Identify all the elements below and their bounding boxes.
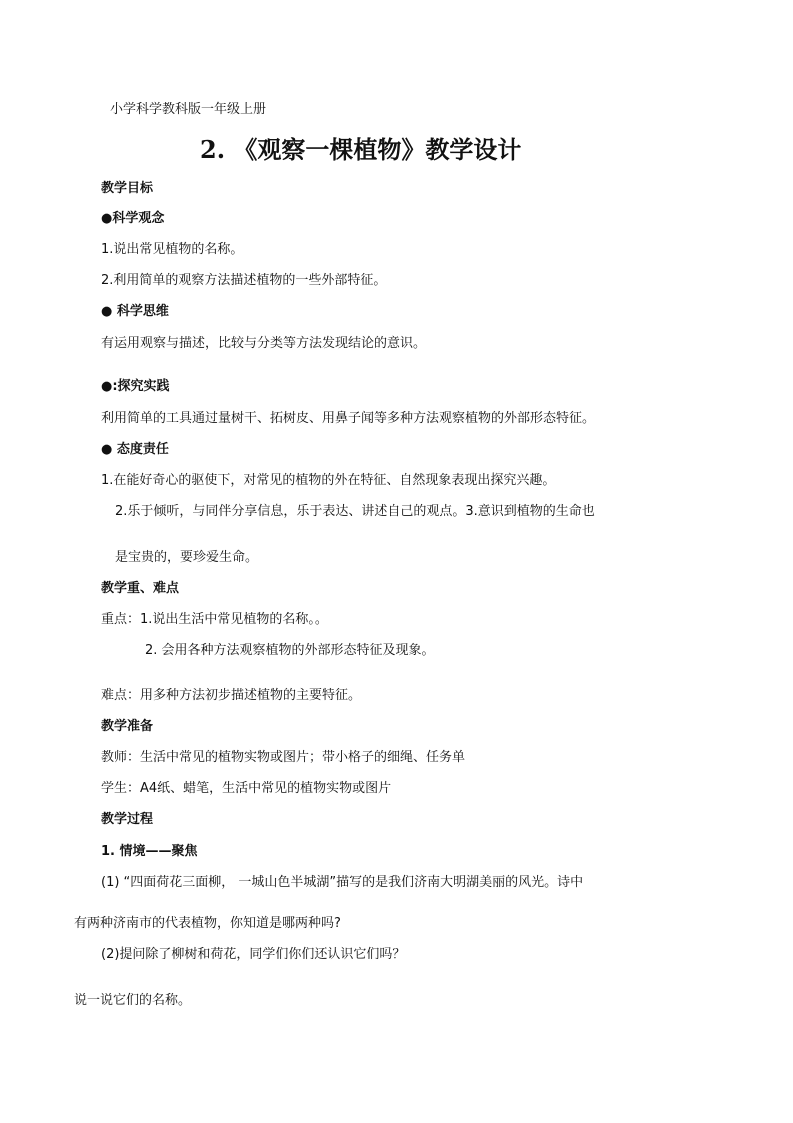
step-1-para-b-line-2: 说一说它们的名称。 <box>74 993 192 1008</box>
concept-item-1: 1.说出常见植物的名称。 <box>101 242 244 257</box>
attitude-item-1: 1.在能好奇心的驱使下，对常见的植物的外在特征、自然现象表现出探究兴趣。 <box>101 473 556 488</box>
prep-teacher: 教师：生活中常见的植物实物或图片；带小格子的细绳、任务单 <box>101 750 466 765</box>
section-heading-prep: 教学准备 <box>101 719 154 734</box>
step-1-para-a-line-1: (1) “四面荷花三面柳， 一城山色半城湖”描写的是我们济南大明湖美丽的风光。诗中 <box>101 875 584 890</box>
attitude-item-2: 2.乐于倾听，与同伴分享信息，乐于表达、讲述自己的观点。3.意识到植物的生命也 <box>115 504 595 519</box>
section-heading-process: 教学过程 <box>101 812 154 827</box>
document-header: 小学科学教科版一年级上册 <box>110 102 267 117</box>
step-1-para-b-line-1: (2)提问除了柳树和荷花，同学们你们还认识它们吗？ <box>101 947 406 962</box>
document-title: 2. 《观察一棵植物》教学设计 <box>200 135 522 164</box>
subheading-practice: ●:探究实践 <box>101 379 170 394</box>
difficult-point: 难点：用多种方法初步描述植物的主要特征。 <box>101 688 362 703</box>
section-heading-key: 教学重、难点 <box>101 581 180 596</box>
section-heading-goals: 教学目标 <box>101 181 154 196</box>
concept-item-2: 2.利用简单的观察方法描述植物的一些外部特征。 <box>101 273 387 288</box>
subheading-attitude: ● 态度责任 <box>101 442 169 457</box>
attitude-item-3: 是宝贵的，要珍爱生命。 <box>115 550 259 565</box>
subheading-thinking: ● 科学思维 <box>101 304 169 319</box>
key-point-1: 重点：1.说出生活中常见植物的名称。。 <box>101 612 328 627</box>
subheading-concept: ●科学观念 <box>101 211 165 226</box>
practice-text: 利用简单的工具通过量树干、拓树皮、用鼻子闻等多种方法观察植物的外部形态特征。 <box>101 411 596 426</box>
step-1-para-a-line-2: 有两种济南市的代表植物，你知道是哪两种吗? <box>74 916 341 931</box>
key-point-2: 2. 会用各种方法观察植物的外部形态特征及现象。 <box>145 643 435 658</box>
prep-student: 学生：A4纸、蜡笔，生活中常见的植物实物或图片 <box>101 781 392 796</box>
thinking-text: 有运用观察与描述，比较与分类等方法发现结论的意识。 <box>101 336 427 351</box>
step-1-heading: 1. 情境——聚焦 <box>101 844 198 859</box>
